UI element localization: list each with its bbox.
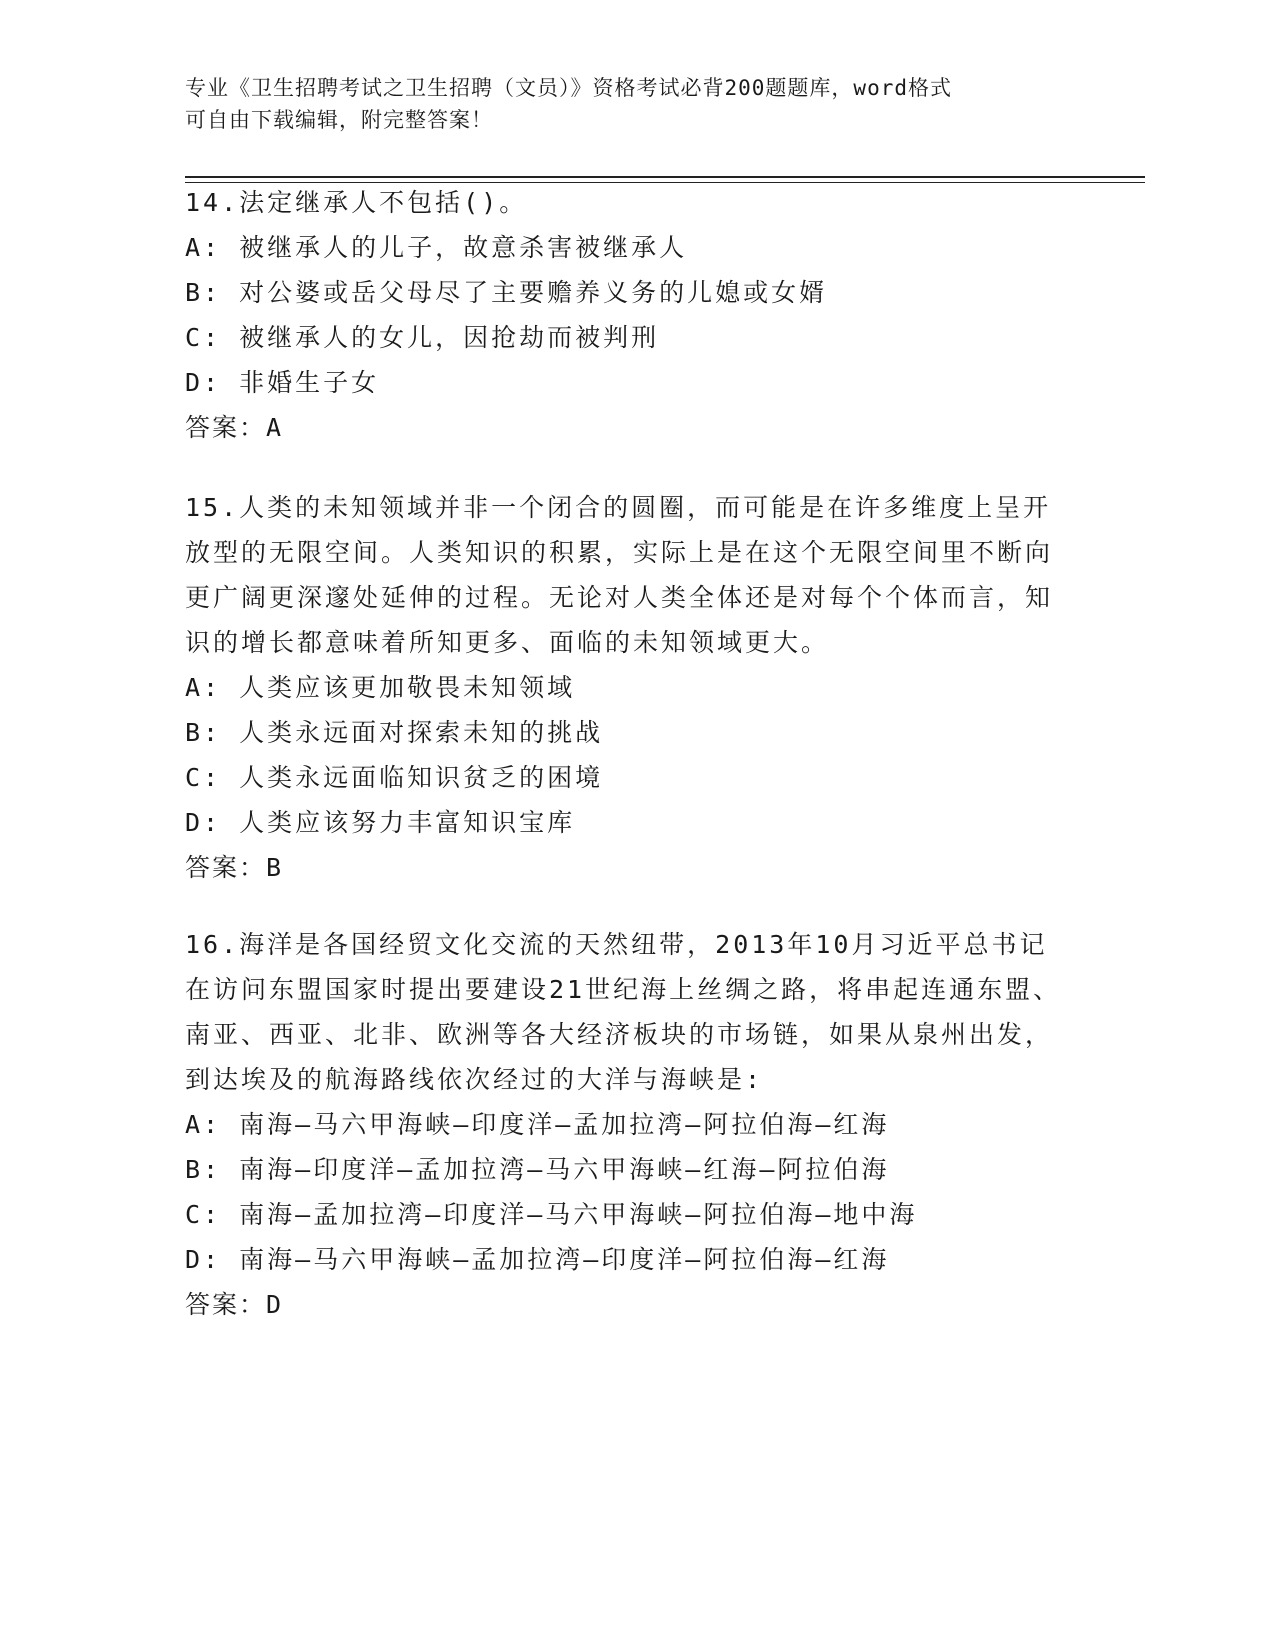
option-a: A: 南海—马六甲海峡—印度洋—孟加拉湾—阿拉伯海—红海	[185, 1110, 890, 1139]
answer-label: 答案：	[185, 413, 267, 442]
answer-label: 答案：	[185, 1290, 267, 1319]
question-16	[185, 922, 1065, 1327]
option-d: D: 非婚生子女	[185, 368, 380, 397]
question-15	[185, 485, 1065, 890]
answer-line	[185, 1282, 1065, 1327]
header-divider-thick	[185, 176, 1145, 178]
header-line-2: 可自由下载编辑，附完整答案！	[185, 108, 493, 132]
option-a: A: 被继承人的儿子，故意杀害被继承人	[185, 233, 688, 262]
question-text: 14.法定继承人不包括()。	[185, 188, 528, 217]
answer-value: B	[266, 853, 284, 882]
answer-line	[185, 405, 1065, 450]
document-header	[185, 72, 1065, 136]
answer-line	[185, 845, 1065, 890]
question-text: 16.海洋是各国经贸文化交流的天然纽带，2013年10月习近平总书记在访问东盟国家时提出要建设21世纪海上丝绸之路，将串起连通东盟、南亚、西亚、北非、欧洲等各大经济板块的市场链，如果从泉州出发，到达埃及的航海路线依次经过的大洋与海峡是:	[185, 930, 1062, 1094]
option-b: B: 南海—印度洋—孟加拉湾—马六甲海峡—红海—阿拉伯海	[185, 1155, 890, 1184]
question-text: 15.人类的未知领域并非一个闭合的圆圈，而可能是在许多维度上呈开放型的无限空间。人类知识的积累，实际上是在这个无限空间里不断向更广阔更深邃处延伸的过程。无论对人类全体还是对每个个体而言，知识的增长都意味着所知更多、面临的未知领域更大。	[185, 493, 1054, 657]
answer-value: D	[266, 1290, 284, 1319]
option-d: D: 人类应该努力丰富知识宝库	[185, 808, 576, 837]
option-c: C: 人类永远面临知识贫乏的困境	[185, 763, 604, 792]
option-d: D: 南海—马六甲海峡—孟加拉湾—印度洋—阿拉伯海—红海	[185, 1245, 890, 1274]
question-14	[185, 180, 1065, 450]
option-b: B: 人类永远面对探索未知的挑战	[185, 718, 604, 747]
option-c: C: 被继承人的女儿，因抢劫而被判刑	[185, 323, 660, 352]
answer-value: A	[266, 413, 284, 442]
option-b: B: 对公婆或岳父母尽了主要赡养义务的儿媳或女婿	[185, 278, 828, 307]
option-c: C: 南海—孟加拉湾—印度洋—马六甲海峡—阿拉伯海—地中海	[185, 1200, 918, 1229]
answer-label: 答案：	[185, 853, 267, 882]
option-a: A: 人类应该更加敬畏未知领域	[185, 673, 576, 702]
header-line-1: 专业《卫生招聘考试之卫生招聘（文员）》资格考试必背200题题库，word格式	[185, 76, 952, 100]
